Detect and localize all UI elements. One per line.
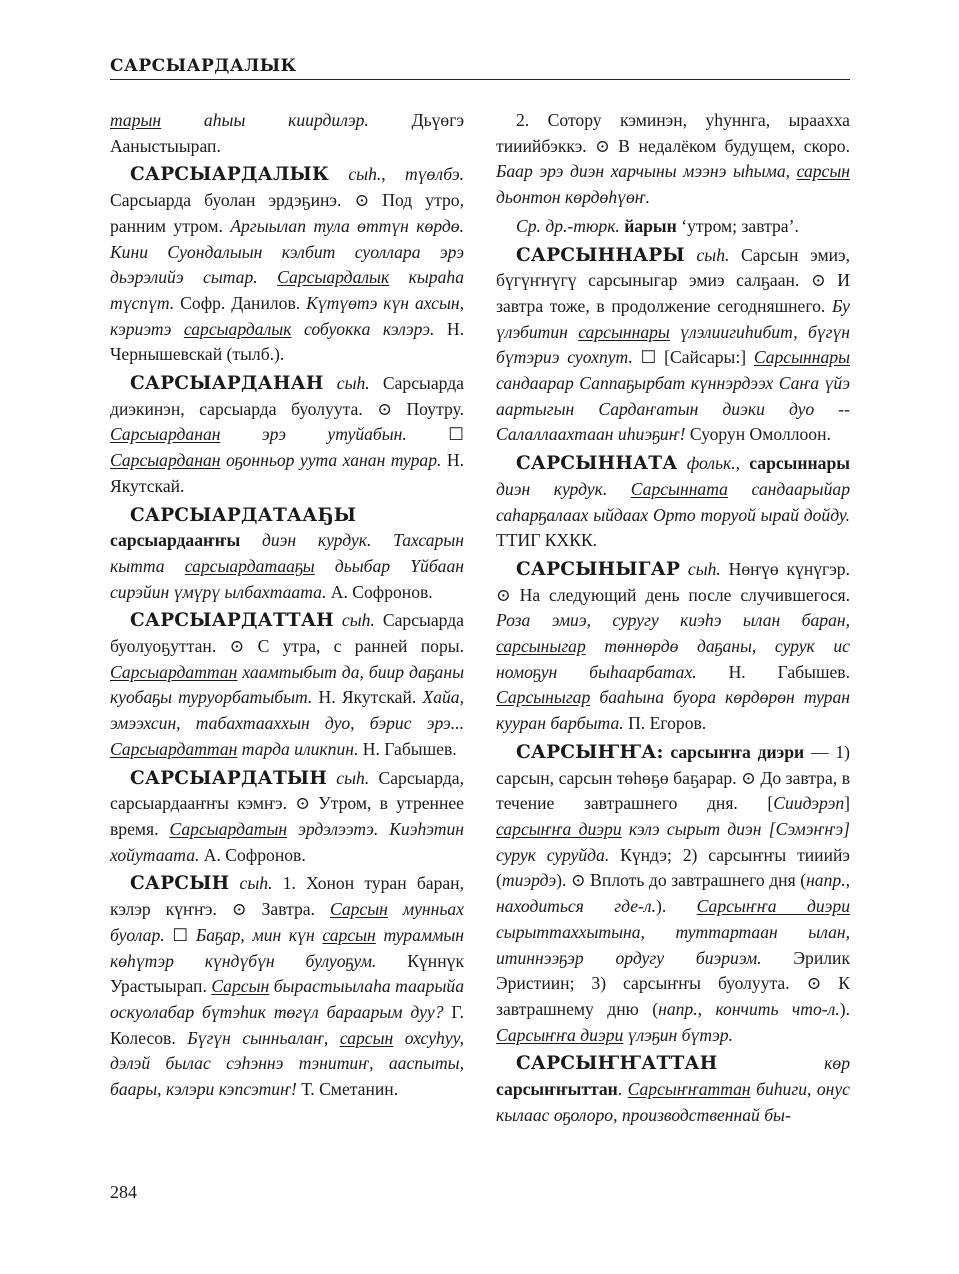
entry-text: Хайа, эмээхсин, табахтааххын дуо, бэрис эрэ...	[110, 687, 465, 734]
entry-text: тиэрдэ	[501, 870, 557, 891]
dictionary-entry	[110, 108, 464, 159]
entry-text: оҕонньор уута ханан турар.	[220, 450, 442, 471]
entry-text: Т. Сметанин.	[296, 1079, 399, 1100]
entry-text: Сарсыардалык	[277, 267, 390, 288]
entry-text: дьыбар Үйбаан сирэйин үмүрү ылбахтаата.	[110, 555, 464, 602]
entry-text: Сарсыардатын	[169, 818, 288, 839]
dictionary-entry	[110, 766, 464, 869]
entry-text: Сарсыннары	[753, 347, 850, 368]
entry-text: Сарсыныгар	[496, 687, 591, 708]
header-rule	[110, 79, 850, 80]
entry-text: Аргыылап тула өттүн көрдө. Кини Суондалыын кэлбит суоллара эрэ дьэрэлийэ сытар.	[110, 215, 464, 288]
entry-text: ‘утром; завтра’.	[676, 215, 799, 236]
entry-text: төннөрдө даҕаны, сурук ис номоҕун быһаарбатах.	[496, 636, 850, 682]
entry-text: Сэмэҥҥэ	[775, 818, 844, 839]
headword: САРСЫАРДАТТАН	[130, 610, 334, 632]
dictionary-entry	[496, 1051, 850, 1128]
entry-text: Сарсыарданан	[110, 424, 221, 445]
entry-text: фольк.,	[677, 453, 750, 474]
headword: САРСЫНЫГАР	[516, 558, 681, 580]
headword: САРСЫАРДАНАН	[130, 373, 324, 395]
entry-text: сарсыардатааҕы	[184, 555, 315, 576]
entry-text: көр	[717, 1053, 850, 1074]
entry-text: напр., находиться где-л.	[496, 870, 850, 917]
entry-text: диэн курдук.	[496, 478, 631, 499]
entry-text: йарын	[624, 215, 677, 236]
entry-text: ] сурук суруйда.	[496, 818, 850, 865]
entry-text: Баар эрэ диэн харчыны мээнэ ыһыма,	[496, 161, 797, 182]
entry-text: сыһ.	[229, 873, 273, 894]
entry-text: сыһ.	[684, 244, 730, 265]
entry-text: сарсын	[796, 161, 850, 182]
entry-text: Сарсыҥҥаттан	[627, 1079, 751, 1100]
entry-text: Сарсыарда, сарсыардааҥҥы кэмҥэ. ⊙ Утром, в утреннее время.	[110, 767, 464, 839]
entry-text: кыраһа түспүт.	[110, 267, 464, 313]
entry-text: мунньах буолар.	[110, 899, 464, 945]
headword: САРСЫАРДАЛЫК	[130, 164, 329, 186]
entry-text: Сарсыҥҥа диэри	[496, 1024, 624, 1045]
dictionary-entry	[496, 451, 850, 554]
dictionary-entry	[110, 371, 464, 500]
entry-text: сыһ.	[680, 558, 721, 579]
entry-text: А. Софронов.	[326, 581, 433, 602]
entry-text: ☐ [Сайсары:]	[632, 347, 754, 368]
entry-text: бааһына буора көрдөрөн туран кууран барбыта.	[496, 687, 850, 734]
entry-text: сандаарыйар саһарҕалаах ыйдаах Орто торуой ырай дойду.	[496, 478, 850, 525]
dictionary-entry	[496, 557, 850, 737]
entry-text: Сиидэрэп	[773, 793, 845, 814]
headword: САРСЫҤҤА:	[516, 741, 664, 763]
entry-text: сыһ.	[327, 767, 370, 788]
entry-text: — 1) сарсын, сарсын төһөҕө баҕарар. ⊙ До завтра, в течение завтрашнего дня. [	[496, 741, 851, 814]
entry-text: эрэ утуйабын.	[220, 424, 407, 445]
entry-text: Н. Якутскай.	[110, 450, 464, 496]
entry-text: 1. Хонон туран баран, кэлэр күҥҥэ. ⊙ Завтра.	[110, 873, 464, 920]
entry-text: сарсын	[339, 1027, 394, 1048]
entry-text: 2. Сотору кэминэн, уһуннга, ыраахха тииийбэккэ. ⊙ В недалёком будущем, скоро.	[496, 110, 850, 156]
entry-text: хаамтыбыт да, биир даҕаны куобаҕы туруорбатыбыт.	[110, 661, 464, 708]
entry-text: Сарсыарда буолан эрдэҕинэ. ⊙ Под утро, ранним утром.	[110, 190, 464, 236]
entry-text: сыһ., түөлбэ.	[328, 164, 464, 185]
entry-text: сарсыҥҥа диэри	[663, 741, 805, 762]
entry-text: ]	[844, 793, 850, 814]
dictionary-entry	[110, 503, 464, 606]
entry-text: үлэҕин бүтэр.	[623, 1024, 733, 1045]
entry-text: напр., кончить что-л.	[658, 998, 840, 1019]
dictionary-entry	[496, 108, 850, 211]
headword: САРСЫН	[130, 873, 230, 895]
entry-text: .	[617, 1079, 628, 1100]
entry-text: Н. Чернышевскай (тылб.).	[110, 318, 464, 365]
entry-text: охсуһуу, дэлэй былас сэһэннэ тэнитиҥ, ааспыты, баары, кэлэри кэпсэтиҥ!	[110, 1027, 464, 1100]
entry-text: Сарсынната	[630, 478, 728, 499]
entry-text: аһыы киирдилэр.	[161, 110, 369, 130]
entry-text: Баҕар, мин күн	[195, 924, 323, 945]
entry-text: Н. Габышев.	[696, 661, 851, 682]
entry-text: Г. Колесов.	[110, 1001, 464, 1048]
entry-text: тураммын көһүтэр күндүбүн булуоҕум.	[110, 924, 465, 971]
headword: САРСЫҤҤАТТАН	[516, 1053, 718, 1075]
entry-text: Н. Габышев.	[358, 738, 457, 759]
entry-text: Бүгүн сынньалаҥ,	[187, 1027, 340, 1048]
entry-text: Сарсыарда диэкинэн, сарсыарда буолуута. ⊙ Поутру.	[110, 373, 464, 419]
dictionary-entry	[110, 871, 464, 1102]
entry-text: ).	[656, 896, 697, 917]
entry-text: үлэлиигиһибит, бүгүн бүтэриэ суохпут.	[496, 321, 850, 368]
dictionary-entry	[110, 162, 464, 368]
right-column	[496, 108, 850, 1131]
dictionary-entry	[496, 740, 850, 1048]
headword: САРСЫННАРЫ	[516, 244, 685, 266]
entry-text: ☐	[406, 424, 465, 445]
entry-text: ). ⊙ Вплоть до завтрашнего дня (	[556, 870, 807, 891]
entry-text: эрдэлээтэ. Киэһэтин хойутаата.	[110, 818, 465, 865]
entry-text: Эрилик Эристиин; 3) сарсыҥҥы буолуута. ⊙ К завтрашнему дню (	[496, 947, 850, 1019]
entry-text: диэн курдук. Тахсарын кытта	[110, 530, 464, 576]
entry-text: бырастыылаһа таарыйа оскуолабар бүтэһик төгүл бараарым дуу?	[110, 976, 464, 1022]
entry-text: Күндэ; 2) сарсыҥҥы тииийэ (	[496, 844, 850, 891]
entry-text: сарсыардааҥҥы	[110, 530, 241, 551]
entry-text: сарсыҥҥыттан	[496, 1079, 618, 1100]
entry-text: А. Софронов.	[199, 844, 306, 865]
entry-text: Ср. др.-тюрк.	[516, 215, 625, 236]
headword: САРСЫАРДАТААҔЫ	[130, 504, 357, 526]
entry-text: Күтүөтэ күн ахсын, кэриэтэ	[110, 292, 464, 339]
dictionary-entry	[496, 214, 850, 240]
page-number: 284	[110, 1182, 137, 1202]
entry-text: кэлэ сырыт диэн [	[621, 818, 776, 839]
entry-text: ТТИГ КХКК.	[496, 530, 598, 551]
entry-text: тарын	[110, 110, 162, 130]
entry-text: Сарсыҥҥа диэри	[696, 896, 850, 917]
entry-text: сарсыннары	[749, 453, 850, 474]
entry-text: тарда иликпин.	[237, 738, 359, 759]
entry-text: П. Егоров.	[623, 713, 707, 734]
left-column	[110, 108, 464, 1106]
entry-text: Күннүк Урастыырап.	[110, 950, 464, 997]
entry-text: сырыттаххытына, туттартаан ылан, итиннээҕэр ордугу биэриэм.	[496, 921, 850, 968]
entry-text: сыһ.	[333, 610, 375, 631]
entry-text: Сарсыардаттан	[110, 661, 238, 682]
entry-text: сандаарар Саппаҕырбат күннэрдээх Саҥа үйэ аартыгын Сардаҥатын диэки дуо -- Салаллаахтаан иһиэҕиҥ!	[496, 373, 850, 445]
dictionary-entry	[110, 608, 464, 762]
headword: САРСЫННАТА	[516, 453, 678, 475]
entry-text: Дьүөгэ Ааныстыырап.	[110, 110, 464, 156]
entry-text: дьонтон көрдөһүөҥ.	[496, 187, 651, 208]
entry-text: сарсыннары	[578, 321, 670, 342]
entry-text: Нөҥүө күнүгэр. ⊙ На следующий день после случившегося.	[496, 558, 850, 605]
entry-text: биһиги, онус кылаас оҕолоро, производственнай бы-	[496, 1079, 850, 1125]
entry-text: сарсыардалык	[183, 318, 292, 339]
entry-text: Софр. Данилов.	[174, 292, 307, 313]
entry-text: Сарсыардаттан	[110, 738, 238, 759]
entry-text: Сарсыарданан	[110, 450, 221, 471]
entry-text: сарсыҥҥа диэри	[496, 818, 622, 839]
entry-text: сарсыныгар	[496, 636, 586, 657]
entry-text: сарсын	[322, 924, 376, 945]
entry-text: Суорун Омоллоон.	[685, 424, 831, 445]
entry-text: Сарсыарда буолуоҕуттан. ⊙ С утра, с ранней поры.	[110, 610, 464, 657]
entry-text: ).	[839, 998, 850, 1019]
entry-text: собуоккa кэлэрэ.	[291, 318, 435, 339]
entry-text: Сарсын	[329, 899, 388, 920]
entry-text: Сарсын эмиэ, бүгүҥҥүгү сарсыныгар эмиэ салҕаан. ⊙ И завтра тоже, в продолжение сегодняшнего.	[496, 244, 850, 316]
headword: САРСЫАРДАТЫН	[130, 767, 328, 789]
entry-text: ☐	[164, 924, 196, 945]
entry-text: Роза эмиэ, суругу киэһэ ылан баран,	[496, 610, 850, 631]
entry-text: Сарсын	[211, 976, 270, 997]
running-head-title: САРСЫАРДАЛЫК	[110, 56, 297, 76]
entry-text: сыһ.	[323, 373, 370, 394]
entry-text: Бу үлэбитин	[496, 295, 850, 342]
dictionary-entry	[496, 243, 850, 449]
entry-text: Н. Якутскай.	[312, 687, 423, 708]
